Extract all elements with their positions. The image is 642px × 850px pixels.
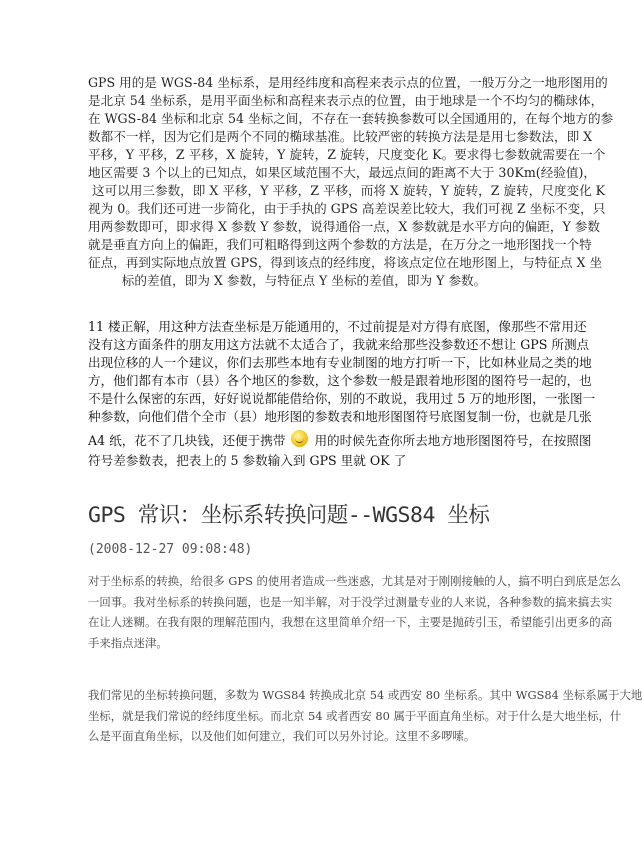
article-title: GPS 常识：坐标系转换问题--WGS84 坐标 <box>88 503 490 528</box>
text-line: 我们常见的坐标转换问题，多数为 WGS84 转换成北京 54 或西安 80 坐标系。其中 WGS84 坐标系属于大地 <box>88 688 642 702</box>
text-line: 方，他们都有本市（县）各个地区的参数，这个参数一般是跟着地形图的图符号一起的，也 <box>88 373 592 388</box>
text-line: 平移，Y 平移，Z 平移，X 旋转，Y 旋转，Z 旋转，尺度变化 K。要求得七参数就需要在一个 <box>88 147 606 162</box>
text-line: 对于坐标系的转换，给很多 GPS 的使用者造成一些迷惑，尤其是对于刚刚接触的人，搞不明白到底是怎么 <box>88 574 621 588</box>
text-line: 视为 0。我们还可进一步简化，由于手执的 GPS 高差误差比较大，我们可视 Z 坐标不变，只 <box>88 201 606 216</box>
text-segment: A4 纸，花不了几块钱，还便于携带 <box>88 433 286 448</box>
text-line: 不是什么保密的东西，好好说说都能借给你，别的不敢说，我用过 5 万的地形图，一张图一 <box>88 391 596 406</box>
text-line: 么是平面直角坐标，以及他们如何建立，我们可以另外讨论。这里不多啰嗦。 <box>88 729 476 743</box>
text-line: 11 楼正解，用这种方法查坐标是万能通用的，不过前提是对方得有底图，像那些不常用还 <box>88 319 587 334</box>
text-line: 这可以用三参数，即 X 平移，Y 平移，Z 平移，而将 X 旋转，Y 旋转，Z 旋转，尺度变化 K <box>92 183 606 198</box>
text-line: 标的差值，即为 X 参数，与特征点 Y 坐标的差值，即为 Y 参数。 <box>121 273 487 288</box>
paragraph-common-conversion <box>88 685 642 747</box>
paragraph-intro <box>88 571 621 653</box>
article-date: (2008-12-27 09:08:48) <box>88 542 253 557</box>
text-line: 是北京 54 坐标系，是用平面坐标和高程来表示点的位置，由于地球是一个不均匀的椭球体， <box>88 93 604 108</box>
text-line: 数都不一样，因为它们是两个不同的椭球基准。比较严密的转换方法是是用七参数法，即 X <box>88 129 593 144</box>
text-line: 地区需要 3 个以上的已知点，如果区域范围不大，最远点间的距离不大于 30Km(经验值)， <box>88 165 597 180</box>
text-line: 手来指点迷津。 <box>88 635 168 650</box>
text-line: 征点，再到实际地点放置 GPS，得到该点的经纬度，将该点定位在地形图上，与特征点 X 坐 <box>88 255 603 270</box>
text-line: 坐标，就是我们常说的经纬度坐标。而北京 54 或者西安 80 属于平面直角坐标。对于什么是大地坐标，什 <box>88 708 622 723</box>
text-line-with-emoji <box>88 426 592 452</box>
text-segment: 用的时候先查你所去地方地形图图符号，在按照图 <box>314 433 592 448</box>
text-line: 没有这方面条件的朋友用这方法就不太适合了，我就来给那些没参数还不想让 GPS 所测点 <box>88 337 590 352</box>
text-line: 出现位移的人一个建议，你们去那些本地有专业制图的地方打听一下，比如林业局之类的地 <box>88 355 592 370</box>
text-line: 一回事。我对坐标系的转换问题，也是一知半解，对于没学过测量专业的人来说，各种参数的搞来搞去实 <box>88 594 612 609</box>
text-line: 就是垂直方向上的偏距，我们可粗略得到这两个参数的方法是，在万分之一地形图找一个特 <box>88 237 592 252</box>
smiley-emoji-icon <box>291 430 308 447</box>
paragraph-reply <box>88 318 596 470</box>
text-line: 符号差参数表，把表上的 5 参数输入到 GPS 里就 OK 了 <box>88 453 407 468</box>
text-line: 种参数，向他们借个全市（县）地形图的参数表和地形图图符号底图复制一份，也就是几张 <box>88 409 592 424</box>
text-line: GPS 用的是 WGS-84 坐标系，是用经纬度和高程来表示点的位置，一般万分之一地形图用的 <box>88 75 608 90</box>
text-line: 在让人迷糊。在我有限的理解范围内，我想在这里简单介绍一下，主要是抛砖引玉，希望能引出更多的高 <box>88 615 612 629</box>
paragraph-seven-parameter <box>88 74 614 290</box>
text-line: 用两参数即可，即求得 X 参数 Y 参数，说得通俗一点，X 参数就是水平方向的偏距，Y 参数 <box>88 219 600 234</box>
text-line: 在 WGS-84 坐标和北京 54 坐标之间，不存在一套转换参数可以全国通用的，在每个地方的参 <box>88 111 614 126</box>
